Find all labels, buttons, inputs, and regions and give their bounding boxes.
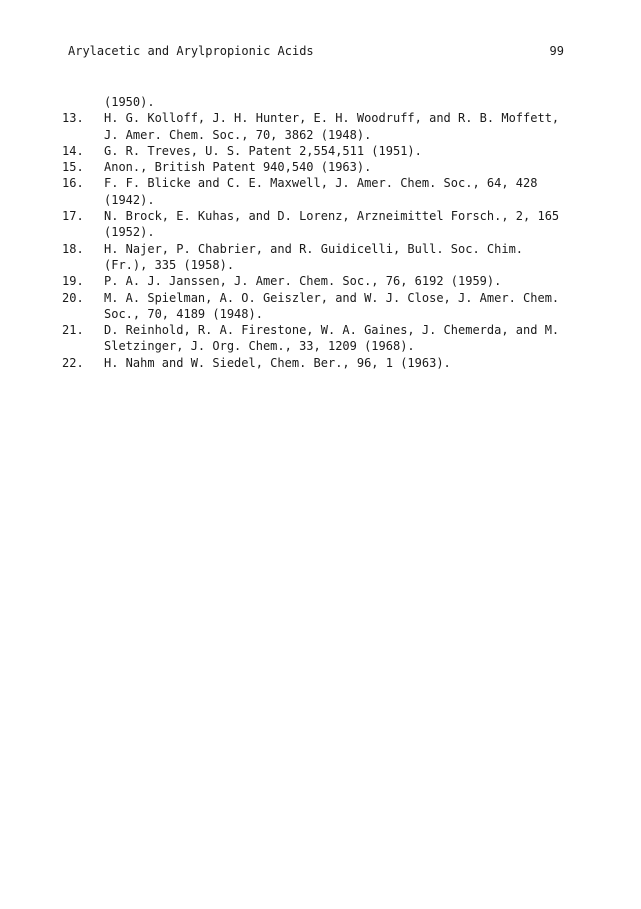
- reference-text: H. G. Kolloff, J. H. Hunter, E. H. Woodruff, and R. B. Moffett, J. Amer. Chem. Soc., 70, 3862 (1948).: [104, 111, 560, 142]
- reference-number: 14.: [62, 143, 84, 158]
- reference-list: [62, 94, 572, 371]
- reference-text: D. Reinhold, R. A. Firestone, W. A. Gaines, J. Chemerda, and M. Sletzinger, J. Org. Chem., 33, 1209 (1968).: [104, 323, 560, 354]
- reference-item: [62, 143, 572, 159]
- reference-item: [62, 110, 572, 143]
- reference-item: [62, 290, 572, 323]
- reference-item: [62, 94, 572, 110]
- reference-text: Anon., British Patent 940,540 (1963).: [104, 160, 372, 175]
- reference-text: N. Brock, E. Kuhas, and D. Lorenz, Arzneimittel Forsch., 2, 165 (1952).: [104, 209, 560, 240]
- running-head: [68, 44, 564, 60]
- reference-number: 16.: [62, 176, 84, 191]
- reference-text: H. Najer, P. Chabrier, and R. Guidicelli, Bull. Soc. Chim. (Fr.), 335 (1958).: [104, 241, 524, 272]
- reference-item: [62, 273, 572, 289]
- reference-item: [62, 241, 572, 274]
- reference-item: [62, 355, 572, 371]
- reference-text: H. Nahm and W. Siedel, Chem. Ber., 96, 1 (1963).: [104, 355, 451, 370]
- reference-text: (1950).: [104, 95, 155, 109]
- reference-number: 21.: [62, 323, 84, 338]
- reference-number: 15.: [62, 160, 84, 175]
- reference-number: 17.: [62, 209, 84, 224]
- reference-text: G. R. Treves, U. S. Patent 2,554,511 (1951).: [104, 143, 422, 158]
- reference-number: 22.: [62, 355, 84, 370]
- reference-number: 19.: [62, 274, 84, 289]
- reference-item: [62, 159, 572, 175]
- reference-number: 18.: [62, 241, 84, 256]
- reference-text: F. F. Blicke and C. E. Maxwell, J. Amer. Chem. Soc., 64, 428 (1942).: [104, 176, 538, 207]
- running-title: Arylacetic and Arylpropionic Acids: [68, 44, 314, 58]
- reference-text: P. A. J. Janssen, J. Amer. Chem. Soc., 76, 6192 (1959).: [104, 274, 502, 289]
- reference-number: 20.: [62, 290, 84, 305]
- reference-text: M. A. Spielman, A. O. Geiszler, and W. J. Close, J. Amer. Chem. Soc., 70, 4189 (1948).: [104, 290, 560, 321]
- reference-number: 13.: [62, 111, 84, 126]
- reference-item: [62, 322, 572, 355]
- reference-item: [62, 208, 572, 241]
- reference-item: [62, 175, 572, 208]
- page-number: 99: [549, 44, 564, 58]
